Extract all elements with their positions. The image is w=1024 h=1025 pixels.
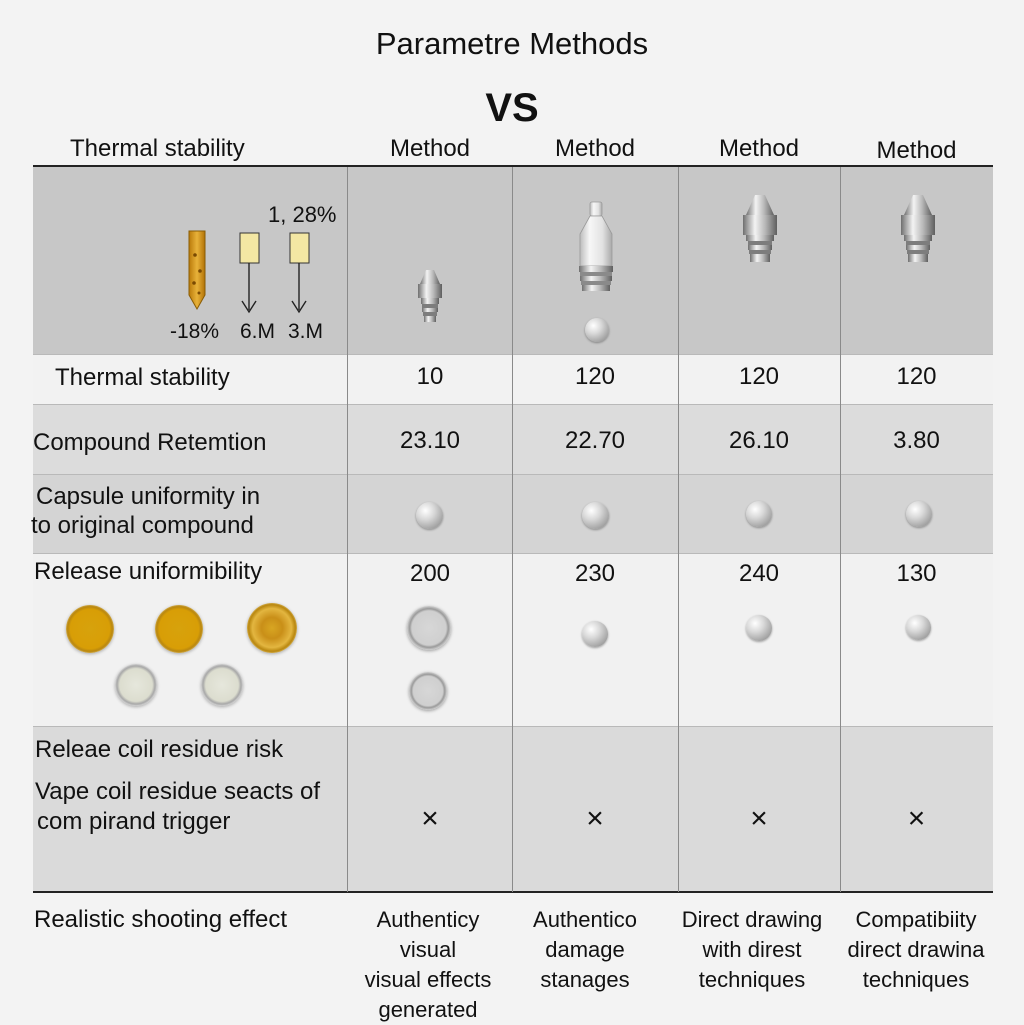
- header-row-label: Thermal stability: [70, 135, 245, 162]
- release-ring-icon: [407, 606, 451, 650]
- nozzle-large-icon: [896, 193, 940, 269]
- nozzle-clear-icon: [574, 200, 618, 295]
- capsule-dot-icon: [416, 502, 443, 529]
- release-dot-icon: [582, 621, 608, 647]
- capsule-dot-icon: [746, 501, 772, 527]
- row-divider: [33, 553, 993, 554]
- compound-value-1: 23.10: [399, 427, 461, 454]
- row-divider: [33, 474, 993, 475]
- nozzle-small-icon: [412, 268, 448, 326]
- thermal-value-3: 120: [738, 363, 780, 390]
- cross-icon: ×: [750, 802, 768, 835]
- column-header-4: Method: [876, 137, 957, 164]
- row-divider: [33, 354, 993, 355]
- row-label-residue-line2: Vape coil residue seacts of: [35, 778, 321, 805]
- column-header-3: Method: [718, 135, 800, 162]
- nozzle-large-icon: [738, 193, 782, 269]
- footer-col-1-line: Authenticy: [376, 907, 480, 932]
- pale-capsule-icon: [115, 664, 157, 706]
- footer-col-3-line: techniques: [698, 967, 806, 992]
- footer-col-2-line: stanages: [540, 967, 630, 992]
- column-header-2: Method: [554, 135, 636, 162]
- column-divider: [840, 167, 841, 892]
- capsule-dot-icon: [582, 502, 609, 529]
- cross-icon: ×: [907, 802, 926, 835]
- value-label-3m: 3.M: [288, 320, 324, 343]
- thermal-value-2: 120: [574, 363, 616, 390]
- footer-col-1-line: visual: [399, 937, 457, 962]
- page-title: Parametre Methods: [375, 26, 649, 61]
- compound-value-4: 3.80: [893, 427, 940, 454]
- cross-icon: ×: [421, 802, 439, 835]
- footer-col-2-line: damage: [545, 937, 625, 962]
- compound-value-3: 26.10: [728, 427, 790, 454]
- footer-col-4-line: techniques: [862, 967, 970, 992]
- compound-value-2: 22.70: [564, 427, 626, 454]
- column-divider: [512, 167, 513, 892]
- footer-col-2-line: Authentico: [533, 907, 637, 932]
- release-dot-icon: [906, 615, 931, 640]
- thermal-value-1: 10: [416, 363, 444, 390]
- release-dot-icon: [746, 615, 772, 641]
- row-label-release: Release uniformibility: [34, 558, 263, 585]
- row-divider: [33, 404, 993, 405]
- release-value-1: 200: [409, 560, 451, 587]
- footer-col-2: [512, 905, 658, 995]
- gold-capsule-icon: [247, 603, 297, 653]
- capsule-dot-icon: [906, 501, 932, 527]
- cross-icon: ×: [586, 802, 604, 835]
- gold-capsule-icon: [155, 605, 203, 653]
- column-header-1: Method: [389, 135, 471, 162]
- row-label-capsule-line2: to original compound: [31, 512, 254, 539]
- gold-capsule-icon: [66, 605, 114, 653]
- row-divider: [33, 726, 993, 727]
- percent-top-label: 1, 28%: [268, 202, 337, 227]
- footer-col-3-line: with direst: [702, 937, 802, 962]
- release-value-4: 130: [896, 560, 937, 587]
- percent-bottom-label: -18%: [170, 320, 220, 343]
- footer-col-1: [348, 905, 508, 1025]
- footer-col-4-line: direct drawina: [847, 937, 985, 962]
- footer-label: Realistic shooting effect: [34, 906, 288, 933]
- value-label-6m: 6.M: [240, 320, 276, 343]
- row-label-compound: Compound Retemtion: [33, 429, 267, 456]
- row-label-residue-line1: Releae coil residue risk: [35, 736, 284, 763]
- column-divider: [678, 167, 679, 892]
- row-label-residue-line3: com pirand trigger: [37, 808, 231, 835]
- pale-capsule-icon: [201, 664, 243, 706]
- footer-col-1-line: generated: [378, 997, 478, 1022]
- footer-col-3: [670, 905, 834, 995]
- column-divider: [347, 167, 348, 892]
- footer-col-4: [836, 905, 996, 995]
- row-label-capsule-line1: Capsule uniformity in: [36, 483, 261, 510]
- release-value-3: 240: [738, 560, 780, 587]
- thermal-value-4: 120: [896, 363, 937, 390]
- footer-col-1-line: visual effects: [364, 967, 492, 992]
- footer-col-4-line: Compatibiity: [855, 907, 977, 932]
- release-ring-icon: [409, 672, 447, 710]
- footer-col-3-line: Direct drawing: [681, 907, 823, 932]
- release-value-2: 230: [574, 560, 616, 587]
- row-label-thermal: Thermal stability: [55, 364, 230, 391]
- capsule-dot-icon: [585, 318, 609, 342]
- vs-label: VS: [485, 86, 539, 130]
- table-bottom-rule: [33, 891, 993, 893]
- thermal-illustration: [180, 225, 330, 315]
